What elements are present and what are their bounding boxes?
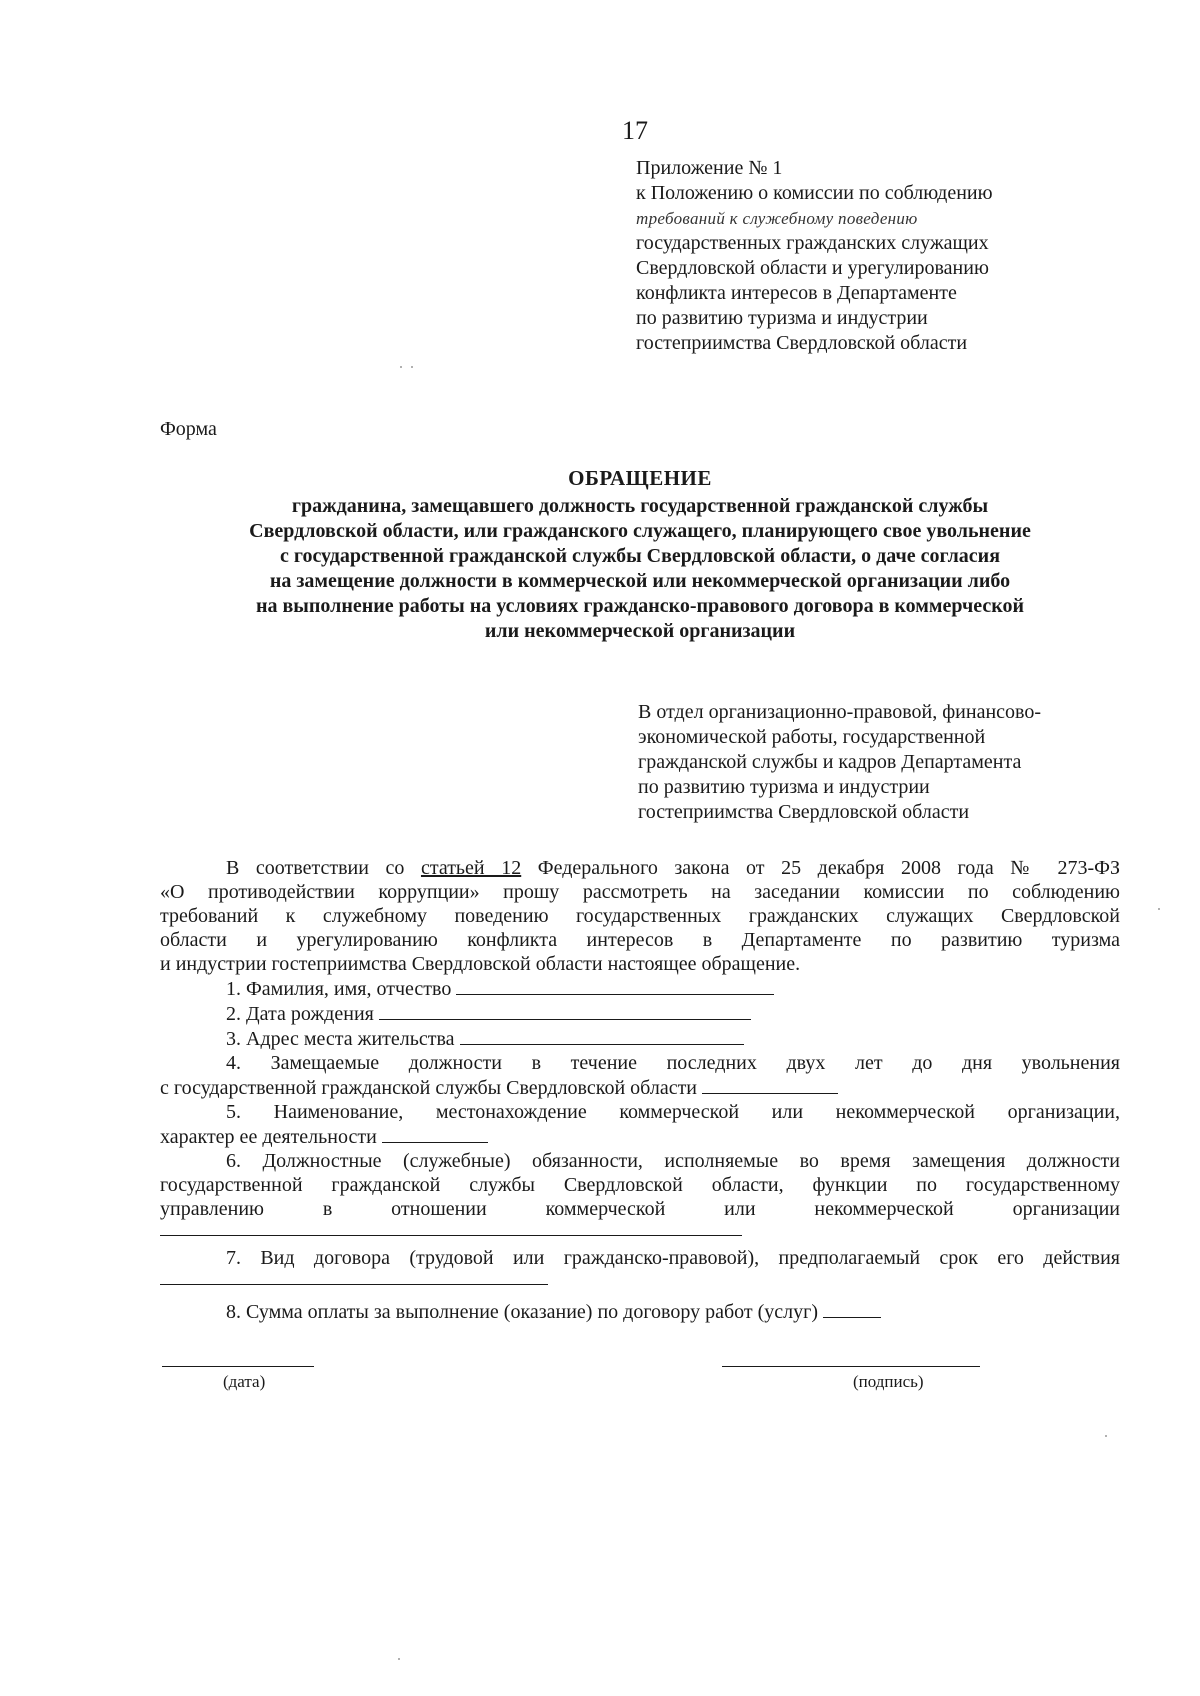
item-label: 8. Сумма оплаты за выполнение (оказание) по договору работ (услуг) xyxy=(226,1301,819,1323)
subtitle-line: с государственной гражданской службы Свердловской области, о даче согласия xyxy=(279,545,1001,567)
annex-line: государственных гражданских служащих xyxy=(636,232,989,254)
addressee-line: В отдел организационно-правовой, финансово- xyxy=(638,701,1042,723)
scan-speck xyxy=(1158,908,1160,910)
scan-speck xyxy=(411,366,413,368)
annex-line: требований к служебному поведению xyxy=(636,209,918,228)
item-address xyxy=(160,1026,1120,1051)
addressee-line: гостеприимства Свердловской области xyxy=(638,801,970,823)
spacer xyxy=(160,1236,1120,1246)
item4-line: 4. Замещаемые должности в течение последних двух лет до дня увольнения xyxy=(226,1052,1120,1074)
item-full-name xyxy=(160,976,1120,1001)
annex-reference xyxy=(636,156,1096,356)
annex-line: по развитию туризма и индустрии xyxy=(636,307,928,329)
item-organization xyxy=(160,1124,1120,1149)
item-label: 2. Дата рождения xyxy=(226,1003,374,1025)
item-label: характер ее деятельности xyxy=(160,1126,377,1148)
date-line[interactable] xyxy=(162,1366,314,1367)
subtitle-line: на замещение должности в коммерческой или некоммерческой организации либо xyxy=(269,570,1011,592)
intro-line: области и урегулированию конфликта интересов в Департаменте по развитию туризма xyxy=(160,929,1120,951)
item-label: 3. Адрес места жительства xyxy=(226,1028,455,1050)
addressee-line: гражданской службы и кадров Департамента xyxy=(638,751,1022,773)
document-subtitle xyxy=(130,494,1150,644)
intro-line: требований к служебному поведению государственных гражданских служащих Свердловской xyxy=(160,905,1120,927)
item-positions xyxy=(160,1075,1120,1100)
address-field[interactable] xyxy=(460,1026,744,1045)
addressee-block xyxy=(638,700,1108,825)
form-body xyxy=(160,856,1120,1324)
subtitle-line: на выполнение работы на условиях гражданско-правового договора в коммерческой xyxy=(255,595,1025,617)
item6-line: государственной гражданской службы Свердловской области, функции по государственному xyxy=(160,1174,1120,1196)
spacer xyxy=(160,1270,1120,1284)
item-label: с государственной гражданской службы Свердловской области xyxy=(160,1077,698,1099)
document-title: ОБРАЩЕНИЕ xyxy=(568,466,712,490)
signature-line[interactable] xyxy=(722,1366,980,1367)
intro-line: «О противодействии коррупции» прошу рассмотреть на заседании комиссии по соблюдению xyxy=(160,881,1120,903)
payment-field[interactable] xyxy=(823,1299,881,1318)
scan-speck xyxy=(398,1658,400,1660)
birth-date-field[interactable] xyxy=(379,1001,751,1020)
annex-line: Приложение № 1 xyxy=(636,157,783,179)
spacer xyxy=(160,1285,1120,1299)
intro-line xyxy=(160,856,1120,880)
form-label: Форма xyxy=(160,418,217,440)
date-caption: (дата) xyxy=(223,1372,266,1391)
subtitle-line: или некоммерческой организации xyxy=(484,620,796,642)
intro-text: Федерального закона от 25 декабря 2008 года № 273-ФЗ xyxy=(537,857,1121,879)
item5-line: 5. Наименование, местонахождение коммерческой или некоммерческой организации, xyxy=(226,1101,1120,1123)
subtitle-line: Свердловской области, или гражданского служащего, планирующего свое увольнение xyxy=(249,520,1031,542)
intro-line: и индустрии гостеприимства Свердловской области настоящее обращение. xyxy=(160,953,801,975)
subtitle-line: гражданина, замещавшего должность государственной гражданской службы xyxy=(291,495,989,517)
signature-caption: (подпись) xyxy=(853,1372,924,1391)
annex-line: конфликта интересов в Департаменте xyxy=(636,282,957,304)
positions-field[interactable] xyxy=(702,1075,838,1094)
organization-field[interactable] xyxy=(382,1124,488,1143)
spacer xyxy=(160,1221,1120,1235)
scan-speck xyxy=(1105,1435,1107,1437)
item-label: 1. Фамилия, имя, отчество xyxy=(226,978,452,1000)
law-article-link[interactable]: статьей 12 xyxy=(420,857,522,879)
addressee-line: по развитию туризма и индустрии xyxy=(638,776,930,798)
item6-line: управлению в отношении коммерческой или некоммерческой организации xyxy=(160,1198,1120,1220)
page-number: 17 xyxy=(622,116,648,145)
scan-speck xyxy=(400,366,402,368)
item6-line: 6. Должностные (служебные) обязанности, исполняемые во время замещения должности xyxy=(226,1150,1120,1172)
full-name-field[interactable] xyxy=(456,976,774,995)
addressee-line: экономической работы, государственной xyxy=(638,726,986,748)
intro-text: В соответствии со xyxy=(226,857,405,879)
item-payment xyxy=(160,1299,1120,1324)
annex-line: Свердловской области и урегулированию xyxy=(636,257,989,279)
annex-line: гостеприимства Свердловской области xyxy=(636,332,968,354)
item7-line: 7. Вид договора (трудовой или гражданско-правовой), предполагаемый срок его действия xyxy=(226,1247,1120,1269)
item-birth-date xyxy=(160,1001,1120,1026)
annex-line: к Положению о комиссии по соблюдению xyxy=(636,182,993,204)
